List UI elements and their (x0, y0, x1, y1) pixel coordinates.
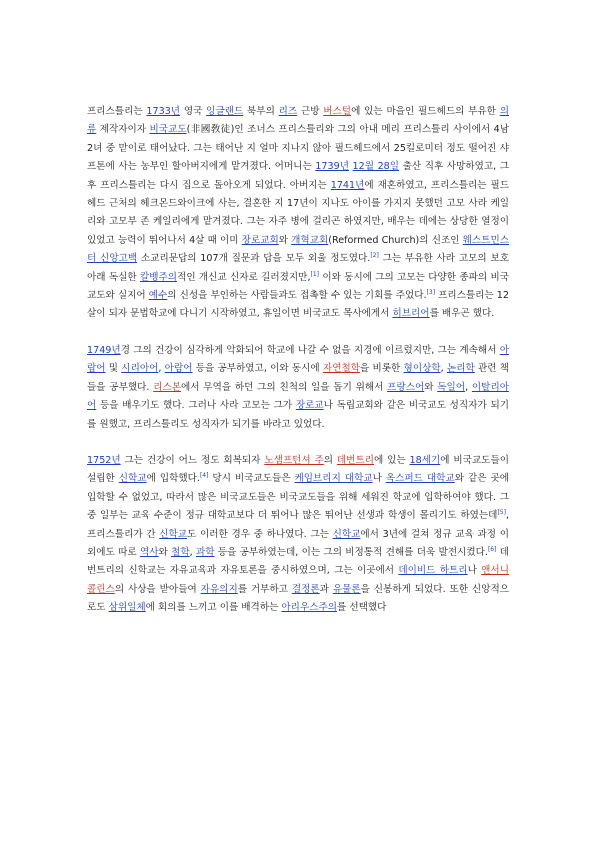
body-text: 관련 책들을 공부했다. (87, 363, 510, 393)
body-text: 등을 공부하였는데, 이는 그의 비정통적 견해를 더욱 발전시켰다. (214, 546, 488, 558)
body-text: 영국 (180, 106, 207, 117)
paragraph-daventry-academy (87, 452, 509, 618)
article-link[interactable]: 아랍어 (87, 344, 509, 375)
body-text: 근방 (297, 106, 324, 117)
body-text: 프리스틀리는 (87, 106, 147, 117)
body-text: 의 사상을 받아들여 (114, 583, 201, 595)
article-link[interactable]: 프랑스어 (387, 381, 425, 393)
article-link[interactable]: 의류 (87, 106, 509, 136)
body-text: 등을 배우기도 했다. 그러나 사라 고모는 그가 (96, 400, 296, 412)
body-text: 에 재혼하였고, 프리스틀리는 필드헤드 근처의 헤크몬드와이크에 사는, 결혼한 지 17년이 지나도 아이를 가지지 못했던 고모 사라 케일리와 고모부 존 케일리에게 맡겨졌다. 그는 자주 병에 걸리곤 하였지만, 배우는 데에는 상당한 열정이 있었고 능력이 뛰어나서 4살 때 이미 (87, 179, 509, 246)
body-text: 출산 직후 사망하였고, 그 후 프리스틀리는 다시 집으로 돌아오게 되었다. 아버지는 (87, 161, 509, 191)
article-link[interactable]: 신학교 (159, 528, 188, 540)
article-link[interactable]: 1741년 (330, 179, 365, 191)
article-link[interactable]: 자유의지 (200, 583, 238, 595)
body-text: 와 (424, 381, 438, 393)
body-text: 그는 부유한 사라 고모의 보호 아래 독실한 (87, 253, 509, 283)
missing-article-link[interactable]: 앤서니 콜린스 (87, 565, 509, 595)
article-link[interactable]: 독일어 (437, 381, 466, 393)
article-link[interactable]: 히브리어 (392, 308, 430, 320)
body-text: 당시 비국교도들은 (208, 473, 295, 485)
body-text: 을 신봉하게 되었다. 또한 신앙적으로도 (87, 583, 510, 614)
missing-article-link[interactable]: 리스본 (153, 381, 181, 393)
body-text: 와 (158, 546, 172, 558)
article-link[interactable]: 1752년 (87, 454, 121, 466)
body-text: 에서 3년에 걸쳐 정규 교육 과정 이외에도 따로 (87, 528, 509, 558)
body-text: 를 거부하고 (237, 583, 292, 595)
article-link[interactable]: 과학 (195, 546, 215, 558)
article-link[interactable]: 삼위일체 (108, 602, 146, 614)
article-link[interactable]: 아람어 (164, 363, 193, 375)
body-text: 에 있는 마을인 필드헤드의 부유한 (351, 106, 500, 117)
article-link[interactable]: 잉글랜드 (206, 106, 244, 117)
body-text: , (158, 363, 165, 375)
article-link[interactable]: 옥스퍼드 대학교 (385, 473, 455, 485)
citation-link[interactable]: [6] (487, 545, 497, 553)
body-text: 를 배우곤 했다. (429, 308, 495, 320)
article-link[interactable]: 1749년 (87, 344, 121, 356)
article-link[interactable]: 리즈 (278, 106, 298, 117)
article-link[interactable]: 이탈리아어 (87, 381, 509, 412)
article-link[interactable]: 결정론 (291, 583, 320, 595)
body-text: , 프리스틀리가 간 (87, 510, 509, 540)
body-text: 에서 무역을 하던 그의 친척의 일을 돕기 위해서 (181, 381, 388, 393)
body-text: 와 (278, 234, 292, 246)
article-link[interactable]: 1733년 (146, 106, 181, 117)
body-text: (非國敎徒)인 조너스 프리스틀리와 그의 아내 메리 프리스틀리 사이에서 4남 2녀 중 맏이로 태어났다. 그는 태어난 지 얼마 지나지 않아 필드헤드에서 25킬로미터 정도 떨어진 샤프톤에 사는 농부인 할아버지에게 맡겨졌다. 어머니는 (87, 124, 510, 173)
article-link[interactable]: 장로교 (295, 400, 324, 412)
article-link[interactable]: 케임브리지 대학교 (294, 473, 373, 485)
body-text: 와 같은 곳에 입학할 수 없었고, 따라서 많은 비국교도들은 비국교도들을 위해 세워진 학교에 입학하여야 했다. 그 중 일부는 교육 수준이 정규 대학교보다 더 뛰어나 많은 뛰어난 선생과 학생이 몰리기도 하였는데 (87, 473, 509, 522)
article-link[interactable]: 칼뱅주의 (139, 271, 178, 283)
article-link[interactable]: 장로교회 (241, 234, 279, 246)
body-text: 에 입학했다. (146, 473, 200, 485)
body-text: 소교리문답의 107개 질문과 답을 모두 외울 정도였다. (137, 253, 371, 265)
body-text: 이와 동시에 그의 고모는 다양한 종파의 비국교도와 실지어 (87, 271, 510, 302)
body-text: 등을 공부하였고, 이와 동시에 (192, 363, 323, 375)
article-link[interactable]: 유물론 (332, 583, 361, 595)
article-link[interactable]: 비국교도 (149, 124, 187, 136)
body-text: 도 이러한 경우 중 하나였다. 그는 (187, 528, 333, 540)
article-link[interactable]: 형이상학 (403, 363, 441, 375)
article-link[interactable]: 신학교 (118, 473, 147, 485)
article-link[interactable]: 역사 (139, 546, 159, 558)
citation-link[interactable]: [1] (310, 270, 320, 278)
missing-article-link[interactable]: 자연철학 (322, 363, 360, 375)
body-text: 를 선택했다 (337, 602, 387, 614)
body-text: (Reformed Church)의 신조인 (328, 234, 463, 246)
body-text: , (465, 381, 472, 393)
article-link[interactable]: 논리학 (446, 363, 475, 375)
citation-link[interactable]: [5] (497, 508, 506, 516)
body-text: , (440, 363, 447, 375)
body-text: 나 (372, 473, 386, 485)
article-link[interactable]: 철학 (171, 546, 190, 558)
missing-article-link[interactable]: 노샘프턴셔 주 (264, 454, 324, 466)
article-link[interactable]: 신학교 (332, 528, 361, 540)
missing-article-link[interactable]: 데번트리 (336, 454, 374, 466)
paragraph-early-life (87, 103, 509, 324)
body-text: 프리스틀리는 12살이 되자 문법학교에 다니기 시작하였고, 휴일이면 비국교도 목사에게서 (87, 290, 509, 320)
body-text: 나 독립교회와 같은 비국교도 성직자가 되기를 원했고, 프리스틀리도 성직자가 되기를 바라고 있었다. (87, 400, 509, 430)
article-link[interactable]: 1739년 (315, 161, 349, 173)
citation-link[interactable]: [3] (426, 288, 436, 296)
article-link[interactable]: 아리우스주의 (281, 602, 338, 614)
article-link[interactable]: 18세기 (409, 454, 441, 466)
article-link[interactable]: 데이비드 하트리 (398, 565, 468, 577)
body-text: 을 비롯한 (360, 363, 404, 375)
body-text: 과 (319, 583, 333, 595)
article-link[interactable]: 예수 (148, 290, 168, 302)
article-body (87, 103, 509, 618)
body-text: 그는 건강이 어느 정도 회복되자 (120, 454, 265, 466)
body-text: 에 비국교도들이 설립한 (87, 454, 509, 485)
body-text: 에 회의를 느끼고 이를 배격하는 (145, 602, 282, 614)
body-text: 의 (323, 454, 337, 466)
body-text: 의 신성을 부인하는 사람들과도 접촉할 수 있는 기회를 주었다. (167, 290, 427, 302)
body-text: 에 있는 (373, 454, 410, 466)
body-text: 및 (105, 363, 122, 375)
paragraph-languages-study (87, 342, 509, 434)
missing-article-link[interactable]: 버스털 (323, 106, 352, 117)
citation-link[interactable]: [4] (199, 472, 209, 480)
body-text: 제작자이자 (96, 124, 150, 136)
body-text: 경 그의 건강이 심각하게 악화되어 학교에 나갈 수 없을 지경에 이르렀지만, 그는 계속해서 (120, 344, 500, 356)
body-text: 북부의 (243, 106, 279, 117)
body-text: 데번트리의 신학교는 자유교육과 자유토론을 중시하였으며, 그는 이곳에서 (87, 546, 510, 577)
article-link[interactable]: 시리아어 (121, 363, 159, 375)
body-text: 적인 개신교 신자로 길러졌지만, (177, 271, 311, 283)
article-link[interactable]: 개혁교회 (291, 234, 329, 246)
body-text: 나 (467, 565, 482, 577)
article-link[interactable]: 12월 28일 (352, 161, 400, 173)
article-link[interactable]: 웨스트민스터 신앙고백 (87, 234, 509, 265)
citation-link[interactable]: [2] (370, 252, 379, 260)
body-text: , (189, 546, 196, 558)
